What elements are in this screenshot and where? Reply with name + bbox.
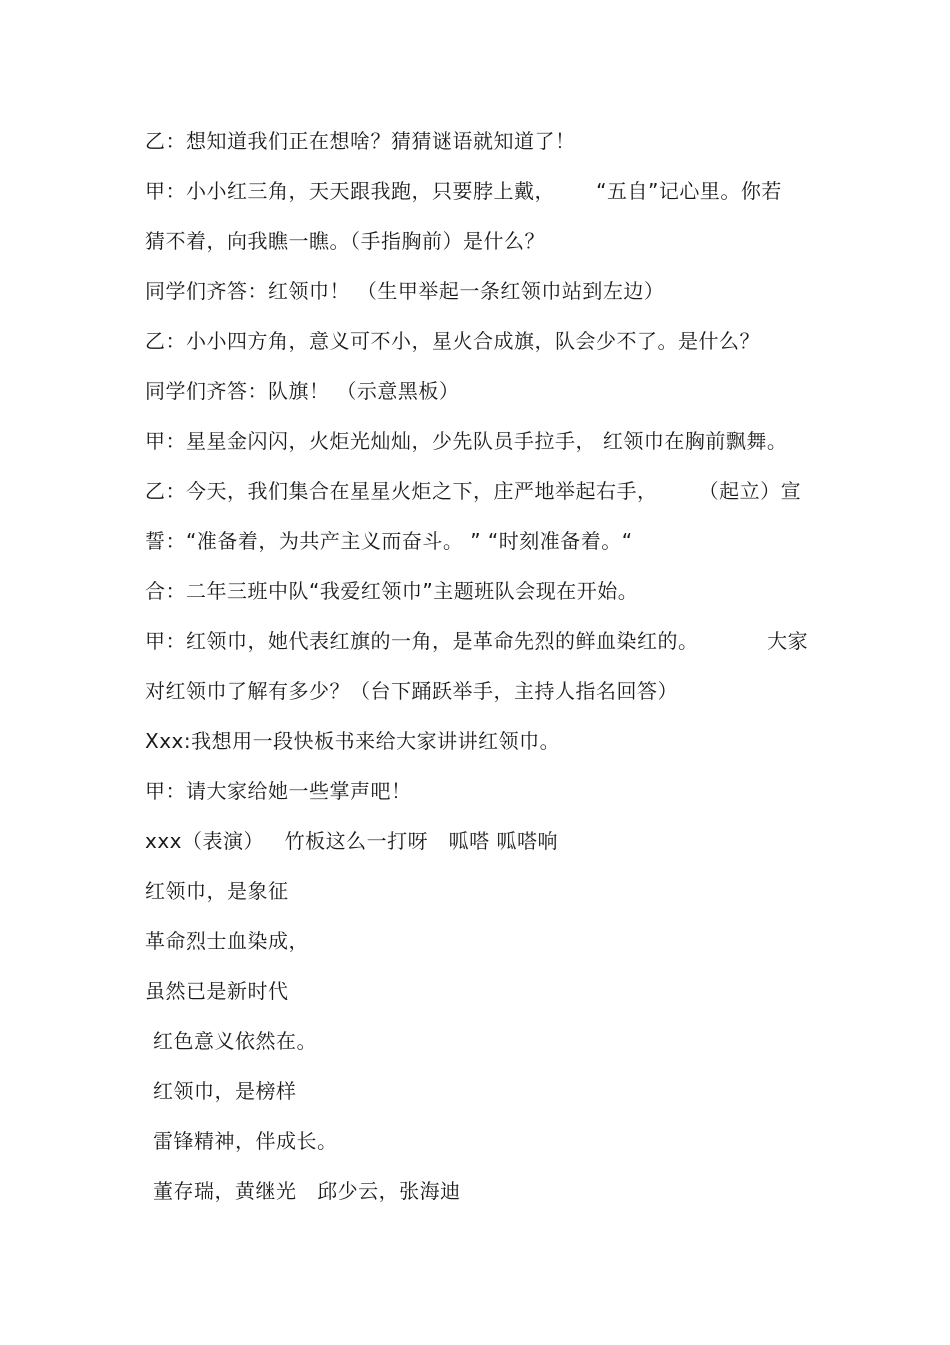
text-line: 甲：星星金闪闪，火炬光灿灿，少先队员手拉手， 红领巾在胸前飘舞。 (145, 429, 788, 453)
text-line: 誓：“准备着，为共产主义而奋斗。 ” “时刻准备着。“ (145, 529, 633, 553)
text-line: 甲：请大家给她一些掌声吧！ (145, 779, 412, 803)
text-line: 猜不着，向我瞧一瞧。（手指胸前）是什么？ (145, 229, 545, 253)
text-line: Xxx:我想用一段快板书来给大家讲讲红领巾。 (145, 729, 561, 753)
text-line: 乙：想知道我们正在想啥？猜猜谜语就知道了！ (145, 129, 576, 153)
text-line: 革命烈士血染成， (145, 929, 309, 953)
text-line: 红色意义依然在。 (153, 1029, 317, 1053)
text-line: xxx（表演） 竹板这么一打呀 呱嗒 呱嗒响 (145, 829, 559, 853)
text-line: 雷锋精神，伴成长。 (153, 1129, 338, 1153)
text-line: 同学们齐答：队旗！ （示意黑板） (145, 379, 460, 403)
text-line: 乙：小小四方角，意义可不小，星火合成旗，队会少不了。是什么？ (145, 329, 760, 353)
text-line: 合：二年三班中队“我爱红领巾”主题班队会现在开始。 (145, 579, 639, 603)
text-line: 同学们齐答：红领巾！ （生甲举起一条红领巾站到左边） (145, 279, 665, 303)
text-line: 红领巾，是榜样 (153, 1079, 297, 1103)
text-line: 虽然已是新时代 (145, 979, 289, 1003)
text-line: 对红领巾了解有多少？（台下踊跃举手，主持人指名回答） (145, 679, 678, 703)
text-line: 董存瑞，黄继光 邱少云，张海迪 (153, 1179, 461, 1203)
text-line: 红领巾，是象征 (145, 879, 289, 903)
text-line: 甲：红领巾，她代表红旗的一角，是革命先烈的鲜血染红的。 大家 (145, 629, 809, 653)
text-line: 甲：小小红三角，天天跟我跑，只要脖上戴， “五自”记心里。你若 (145, 179, 782, 203)
text-line: 乙：今天，我们集合在星星火炬之下，庄严地举起右手， （起立）宣 (145, 479, 802, 503)
